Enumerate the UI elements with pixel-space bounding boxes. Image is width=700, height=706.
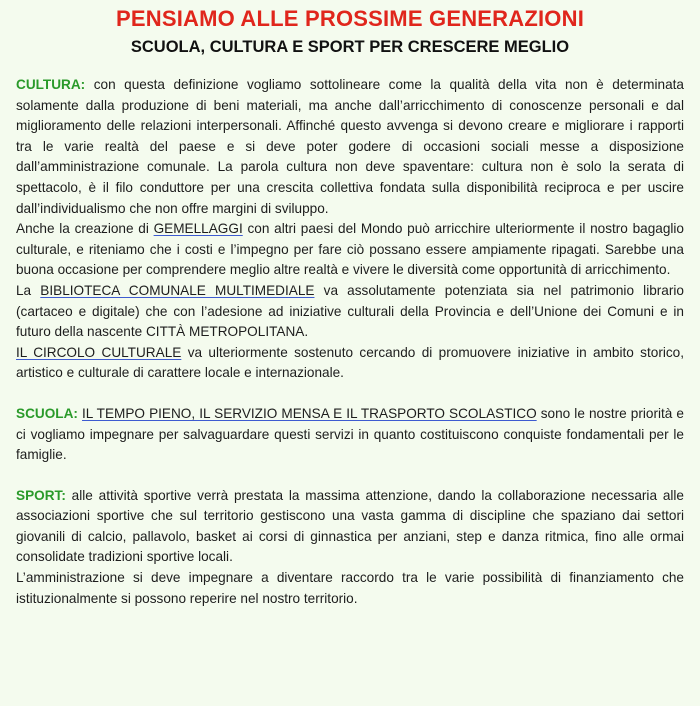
gemellaggi-pre-text: Anche la creazione di: [16, 221, 154, 237]
circolo-paragraph: [16, 343, 684, 384]
page-title: PENSIAMO ALLE PROSSIME GENERAZIONI: [115, 6, 585, 31]
cultura-intro-paragraph: [16, 75, 684, 219]
section-cultura: [16, 75, 684, 384]
sport-paragraph: [16, 486, 684, 568]
biblioteca-post-text: va assolutamente potenziata sia nel patrimonio librario (cartaceo e digitale) che con l’adesione ad iniziative culturali della Provincia e dell’Unione dei Comuni e in futuro della nascente CITTÀ METROPOLITANA.: [16, 282, 684, 340]
scuola-label: SCUOLA:: [16, 405, 78, 421]
biblioteca-highlight: BIBLIOTECA COMUNALE MULTIMEDIALE: [40, 282, 315, 298]
scuola-highlight: IL TEMPO PIENO, IL SERVIZIO MENSA E IL TRASPORTO SCOLASTICO: [82, 405, 537, 421]
page-subtitle: SCUOLA, CULTURA E SPORT PER CRESCERE MEGLIO: [130, 38, 570, 56]
cultura-intro-text: con questa definizione vogliamo sottolineare come la qualità della vita non è determinata solamente dalla produzione di beni materiali, ma anche dall’arricchimento di conoscenze personali e dal miglioramento delle relazioni interpersonali. Affinché questo avvenga si devono creare e migliorare i rapporti tra le varie realtà del paese e si deve poter godere di occasioni sociali messe a disposizione dall’amministrazione comunale. La parola cultura non deve spaventare: cultura non è solo la serata di spettacolo, è il filo conduttore per una crescita collettiva fondata sulla disponibilità reciproca e per uscire dall’individualismo che non offre margini di sviluppo.: [16, 77, 684, 216]
section-scuola: [16, 404, 684, 466]
scuola-post-text: sono le nostre priorità e ci vogliamo impegnare per salvaguardare questi servizi in quanto costituiscono conquiste fondamentali per le famiglie.: [16, 405, 684, 463]
gemellaggi-paragraph: [16, 219, 684, 281]
circolo-highlight: IL CIRCOLO CULTURALE: [16, 344, 182, 360]
scuola-paragraph: [16, 404, 684, 466]
cultura-label: CULTURA:: [16, 77, 86, 92]
sport-label: SPORT:: [16, 487, 66, 503]
sport-text-2: L’amministrazione si deve impegnare a diventare raccordo tra le varie possibilità di finanziamento che istituzionalmente si possono reperire nel nostro territorio.: [16, 570, 684, 606]
gemellaggi-post-text: con altri paesi del Mondo può arricchire ulteriormente il nostro bagaglio culturale, e riteniamo che i costi e l’impegno per fare ciò possano essere ampiamente ripagati. Sarebbe una buona occasione per comprendere meglio altre realtà e vivere le diversità come opportunità di arricchimento.: [16, 221, 684, 278]
section-sport: [16, 486, 684, 610]
biblioteca-paragraph: [16, 281, 684, 343]
circolo-post-text: va ulteriormente sostenuto cercando di promuovere iniziative in ambito storico, artistico e culturale di carattere locale e internazionale.: [16, 344, 684, 381]
sport-paragraph-2: [16, 568, 684, 609]
sport-text: alle attività sportive verrà prestata la massima attenzione, dando la collaborazione necessaria alle associazioni sportive che sul territorio gestiscono una vasta gamma di discipline che spaziano dai settori giovanili di calcio, pallavolo, basket ai corsi di ginnastica per anziani, step e danza ritmica, fino alle ormai consolidate tradizioni sportive locali.: [16, 487, 684, 565]
gemellaggi-highlight: GEMELLAGGI: [153, 221, 243, 237]
biblioteca-pre-text: La: [16, 282, 41, 298]
